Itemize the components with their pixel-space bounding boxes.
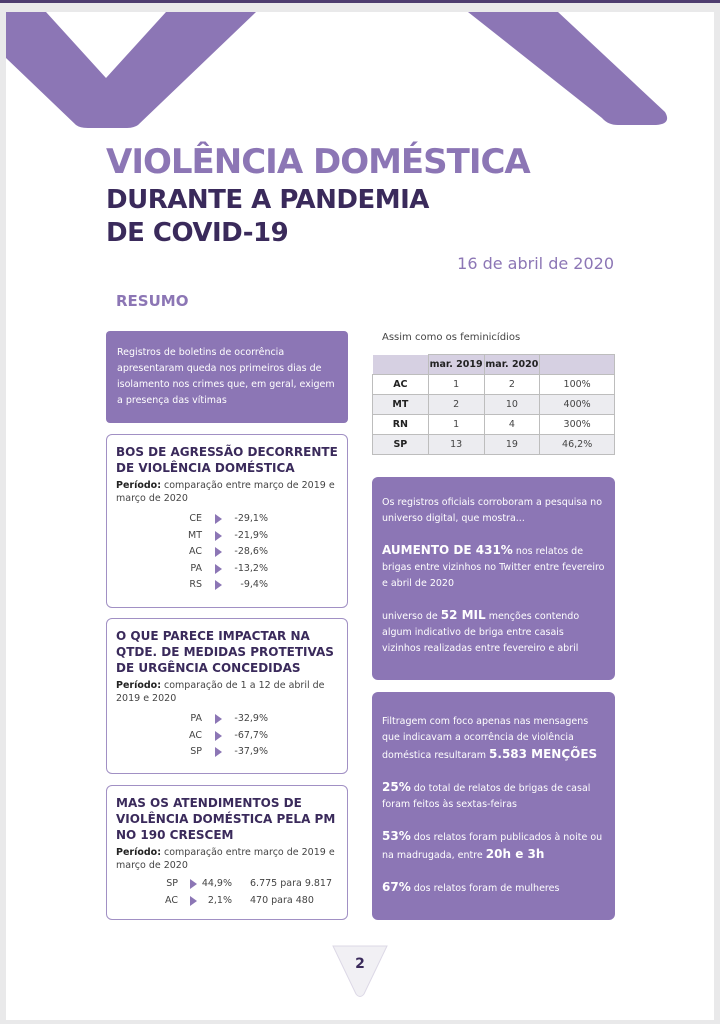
feminicide-table (372, 354, 615, 455)
box-title: O QUE PARECE IMPACTAR NA QTDE. DE MEDIDAS PROTETIVAS DE URGÊNCIA CONCEDIDAS (116, 629, 334, 675)
period-description: comparação entre março de 2019 e março de 2020 (116, 480, 335, 504)
header-cell-blank (373, 355, 429, 375)
header-cell-change (540, 355, 615, 375)
stat-box-atendimentos-pm (106, 785, 348, 920)
period-text (116, 479, 338, 505)
intro-box: Registros de boletins de ocorrência apresentaram queda nos primeiros dias de isolamento nos crimes que, em geral, exigem a presença das vítimas (106, 331, 348, 423)
period-description: comparação entre março de 2019 e março de 2020 (116, 847, 335, 871)
stat-row (116, 546, 338, 563)
stat-row (116, 746, 338, 763)
panel-paragraph (382, 607, 605, 657)
publication-date: 16 de abril de 2020 (457, 254, 614, 273)
digital-research-panel (372, 477, 615, 680)
title-line-3: DE COVID-19 (106, 218, 289, 248)
box-title: BOS DE AGRESSÃO DECORRENTE DE VIOLÊNCIA DOMÉSTICA (116, 445, 338, 475)
state-code: RS (189, 579, 202, 590)
highlight-figure: 67% (382, 880, 411, 894)
chevron-right-shape (468, 12, 667, 125)
table-cell: 4 (484, 415, 540, 435)
table-cell: 1 (428, 415, 484, 435)
stat-rows (116, 513, 338, 596)
highlight-figure: 52 MIL (440, 608, 486, 622)
panel-text: nos relatos de brigas entre vizinhos no Twitter entre fevereiro e abril de 2020 (382, 546, 605, 589)
panel-paragraph (382, 542, 605, 592)
panel-text: Filtragem com foco apenas nas mensagens que indicavam a ocorrência de violência doméstica resultaram (382, 716, 589, 761)
table-row (373, 415, 615, 435)
stat-row (116, 530, 338, 547)
stat-value: -21,9% (234, 529, 268, 541)
stat-detail: 6.775 para 9.817 (250, 878, 333, 889)
table-cell: 13 (428, 435, 484, 455)
document-page (6, 12, 714, 1020)
state-code: SP (190, 746, 202, 757)
period-text (116, 679, 338, 705)
highlight-figure: AUMENTO DE 431% (382, 543, 513, 557)
stat-value: -28,6% (234, 546, 268, 557)
stat-row (116, 895, 338, 912)
highlight-figure: 5.583 MENÇÕES (489, 747, 598, 761)
title-primary: VIOLÊNCIA DOMÉSTICA (106, 142, 530, 182)
stat-value: 2,1% (207, 894, 232, 906)
table-header-row (373, 355, 615, 375)
stat-row (116, 563, 338, 580)
table-cell: 2 (428, 395, 484, 415)
table-cell: 100% (540, 375, 615, 395)
decorative-chevron-banner (6, 12, 714, 142)
table-row (373, 435, 615, 455)
state-code: MT (188, 529, 202, 541)
table-cell: 1 (428, 375, 484, 395)
table-cell: 2 (484, 375, 540, 395)
title-secondary (106, 184, 429, 250)
period-description: comparação de 1 a 12 de abril de 2019 e 2020 (116, 680, 325, 704)
stat-value: -9,4% (240, 579, 268, 590)
table-cell-state: AC (373, 375, 429, 395)
table-caption: Assim como os feminicídios (382, 332, 521, 343)
panel-paragraph: Os registros oficiais corroboram a pesquisa no universo digital, que mostra... (382, 497, 603, 524)
period-label: Período: (116, 680, 161, 691)
state-code: AC (165, 894, 178, 906)
state-code: CE (189, 513, 202, 524)
period-label: Período: (116, 847, 161, 858)
table-cell: 10 (484, 395, 540, 415)
stat-value: -32,9% (234, 713, 268, 724)
table-cell: 400% (540, 395, 615, 415)
panel-paragraph (382, 879, 605, 897)
stat-box-bos-agressao (106, 434, 348, 608)
panel-text: do total de relatos de brigas de casal foram feitos às sextas-feiras (382, 783, 591, 810)
stat-value: 44,9% (201, 878, 232, 889)
state-code: SP (166, 878, 178, 889)
highlight-figure: 20h e 3h (485, 847, 545, 861)
period-label: Período: (116, 480, 161, 491)
highlight-figure: 53% (382, 829, 411, 843)
state-code: PA (190, 713, 202, 724)
stat-rows (116, 878, 338, 911)
table-cell: 300% (540, 415, 615, 435)
state-code: AC (189, 546, 202, 557)
box-title: MAS OS ATENDIMENTOS DE VIOLÊNCIA DOMÉSTICA PELA PM NO 190 CRESCEM (116, 796, 336, 842)
page-number: 2 (355, 956, 365, 972)
stat-row (116, 579, 338, 596)
state-code: AC (189, 729, 202, 741)
stat-row (116, 513, 338, 530)
table-cell: 19 (484, 435, 540, 455)
stat-row (116, 878, 338, 895)
period-text (116, 846, 338, 872)
stat-box-medidas-protetivas (106, 618, 348, 774)
table-cell-state: MT (373, 395, 429, 415)
section-label-resumo: RESUMO (116, 292, 189, 310)
table-cell-state: RN (373, 415, 429, 435)
stat-rows (116, 713, 338, 763)
table-row (373, 375, 615, 395)
stat-value: -29,1% (234, 513, 268, 524)
panel-paragraph (382, 779, 605, 813)
highlight-figure: 25% (382, 780, 411, 794)
chevron-left-shape (6, 12, 256, 128)
stat-value: -37,9% (234, 746, 268, 757)
state-code: PA (190, 562, 202, 574)
stat-value: -67,7% (234, 729, 268, 741)
table-cell-state: SP (373, 435, 429, 455)
panel-text: menções contendo algum indicativo de briga entre casais vizinhos realizadas entre fevereiro e abril (382, 611, 580, 654)
panel-paragraph (382, 828, 605, 864)
panel-paragraph (382, 714, 605, 764)
top-border-line (0, 0, 720, 3)
stat-row (116, 713, 338, 730)
stat-row (116, 730, 338, 747)
table-row (373, 395, 615, 415)
stat-detail: 470 para 480 (250, 894, 314, 906)
header-cell-mar-2019: mar. 2019 (428, 355, 484, 375)
table-cell: 46,2% (540, 435, 615, 455)
panel-text: universo de (382, 611, 441, 622)
header-cell-mar-2020: mar. 2020 (484, 355, 540, 375)
stat-value: -13,2% (234, 562, 268, 574)
filtering-panel (372, 692, 615, 920)
title-line-2: DURANTE A PANDEMIA (106, 185, 429, 215)
panel-text: dos relatos foram de mulheres (410, 883, 560, 894)
panel-text: dos relatos foram publicados à noite ou na madrugada, entre (382, 832, 603, 861)
